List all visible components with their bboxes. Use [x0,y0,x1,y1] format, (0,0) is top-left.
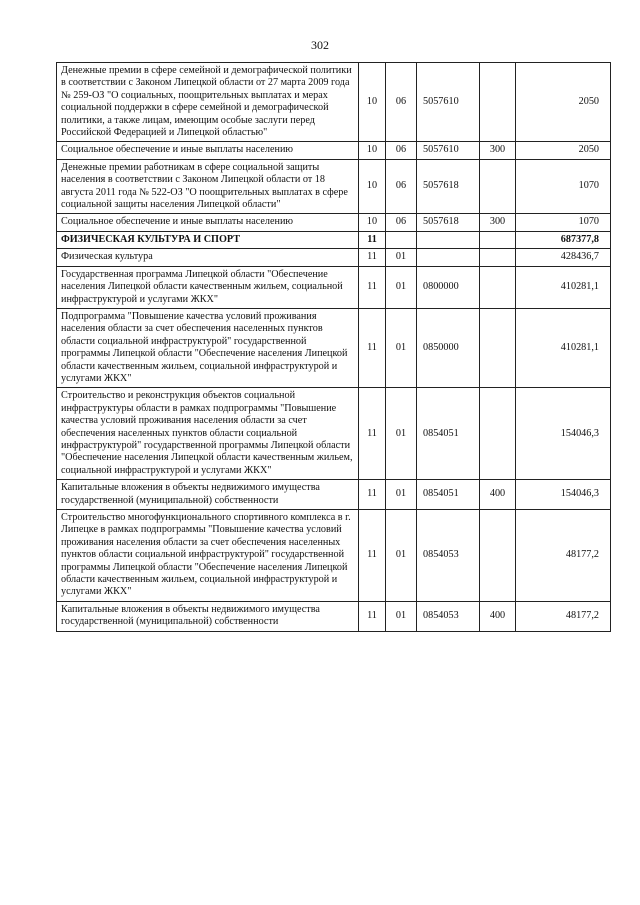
expense-name-cell: Социальное обеспечение и иные выплаты населению [57,142,359,159]
subsection-code-cell: 06 [386,214,417,231]
amount-cell: 154046,3 [516,388,611,480]
amount-cell: 2050 [516,142,611,159]
section-code-cell: 10 [359,159,386,214]
section-code-cell: 11 [359,388,386,480]
subsection-code-cell: 01 [386,601,417,631]
subsection-code-cell: 01 [386,308,417,387]
subsection-code-cell: 01 [386,266,417,308]
table-row [57,388,611,480]
amount-cell: 1070 [516,214,611,231]
target-item-code-cell: 0854051 [417,388,480,480]
expense-type-code-cell [480,510,516,602]
target-item-code-cell: 5057618 [417,159,480,214]
table-row [57,480,611,510]
target-item-code-cell: 5057610 [417,63,480,142]
table-row [57,266,611,308]
expense-name-cell: Государственная программа Липецкой области "Обеспечение населения Липецкой области качественным жильем, социальной инфраструктурой и услугами ЖКХ" [57,266,359,308]
expense-name-cell: Денежные премии в сфере семейной и демографической политики в соответствии с Законом Липецкой области от 27 марта 2009 года № 259-ОЗ "О социальных, поощрительных выплатах и мерах социальной поддержки в сфере семейной и демографической политики, а также лицам, имеющим особые заслуги перед Российской Федерацией и Липецкой областью" [57,63,359,142]
target-item-code-cell: 0854053 [417,601,480,631]
expense-name-cell: Физическая культура [57,249,359,266]
expense-type-code-cell [480,266,516,308]
expense-type-code-cell [480,159,516,214]
expense-type-code-cell: 400 [480,601,516,631]
table-row [57,63,611,142]
subsection-code-cell: 06 [386,63,417,142]
section-code-cell: 11 [359,510,386,602]
expense-name-cell: Подпрограмма "Повышение качества условий проживания населения области за счет обеспечения населенных пунктов области социальной инфраструктурой" государственной программы Липецкой области "Обеспечение населения Липецкой области качественным жильем, социальной инфраструктурой и услугами ЖКХ" [57,308,359,387]
expense-type-code-cell: 300 [480,142,516,159]
subsection-code-cell: 01 [386,480,417,510]
amount-cell: 1070 [516,159,611,214]
section-code-cell: 11 [359,308,386,387]
section-code-cell: 11 [359,266,386,308]
section-code-cell: 10 [359,63,386,142]
subsection-code-cell: 06 [386,142,417,159]
subsection-code-cell: 01 [386,388,417,480]
subsection-code-cell [386,231,417,248]
expense-type-code-cell [480,308,516,387]
amount-cell: 48177,2 [516,510,611,602]
expense-name-cell: ФИЗИЧЕСКАЯ КУЛЬТУРА И СПОРТ [57,231,359,248]
section-code-cell: 10 [359,214,386,231]
budget-table [56,62,611,632]
expense-type-code-cell [480,249,516,266]
amount-cell: 687377,8 [516,231,611,248]
amount-cell: 2050 [516,63,611,142]
section-code-cell: 10 [359,142,386,159]
target-item-code-cell: 0854051 [417,480,480,510]
section-code-cell: 11 [359,601,386,631]
subsection-code-cell: 01 [386,510,417,602]
expense-name-cell: Социальное обеспечение и иные выплаты населению [57,214,359,231]
amount-cell: 428436,7 [516,249,611,266]
expense-name-cell: Капитальные вложения в объекты недвижимого имущества государственной (муниципальной) собственности [57,480,359,510]
expense-type-code-cell [480,63,516,142]
table-row [57,231,611,248]
expense-name-cell: Строительство и реконструкция объектов социальной инфраструктуры области в рамках подпрограммы "Повышение качества условий проживания населения области за счет обеспечения населенных пунктов области социальной инфраструктурой" государственной программы Липецкой области "Обеспечение населения Липецкой области качественным жильем, социальной инфраструктурой и услугами ЖКХ" [57,388,359,480]
subsection-code-cell: 01 [386,249,417,266]
amount-cell: 48177,2 [516,601,611,631]
table-row [57,159,611,214]
amount-cell: 154046,3 [516,480,611,510]
target-item-code-cell [417,231,480,248]
target-item-code-cell: 0800000 [417,266,480,308]
target-item-code-cell: 0850000 [417,308,480,387]
table-row [57,249,611,266]
table-row [57,142,611,159]
section-code-cell: 11 [359,249,386,266]
table-row [57,214,611,231]
table-row [57,601,611,631]
expense-name-cell: Строительство многофункционального спортивного комплекса в г. Липецке в рамках подпрограммы "Повышение качества условий проживания населения области за счет обеспечения населенных пунктов области социальной инфраструктурой" государственной программы Липецкой области "Обеспечение населения Липецкой области качественным жильем, социальной инфраструктурой и услугами ЖКХ" [57,510,359,602]
expense-name-cell: Денежные премии работникам в сфере социальной защиты населения в соответствии с Законом Липецкой области от 18 августа 2011 года № 522-ОЗ "О поощрительных выплатах в сфере социальной защиты населения Липецкой области" [57,159,359,214]
expense-type-code-cell: 400 [480,480,516,510]
expense-type-code-cell: 300 [480,214,516,231]
expense-name-cell: Капитальные вложения в объекты недвижимого имущества государственной (муниципальной) собственности [57,601,359,631]
section-code-cell: 11 [359,480,386,510]
target-item-code-cell: 5057618 [417,214,480,231]
table-row [57,510,611,602]
table-row [57,308,611,387]
section-code-cell: 11 [359,231,386,248]
budget-table-body [57,63,611,632]
target-item-code-cell: 5057610 [417,142,480,159]
amount-cell: 410281,1 [516,266,611,308]
expense-type-code-cell [480,231,516,248]
expense-type-code-cell [480,388,516,480]
subsection-code-cell: 06 [386,159,417,214]
target-item-code-cell: 0854053 [417,510,480,602]
page-number: 302 [311,38,329,52]
target-item-code-cell [417,249,480,266]
amount-cell: 410281,1 [516,308,611,387]
